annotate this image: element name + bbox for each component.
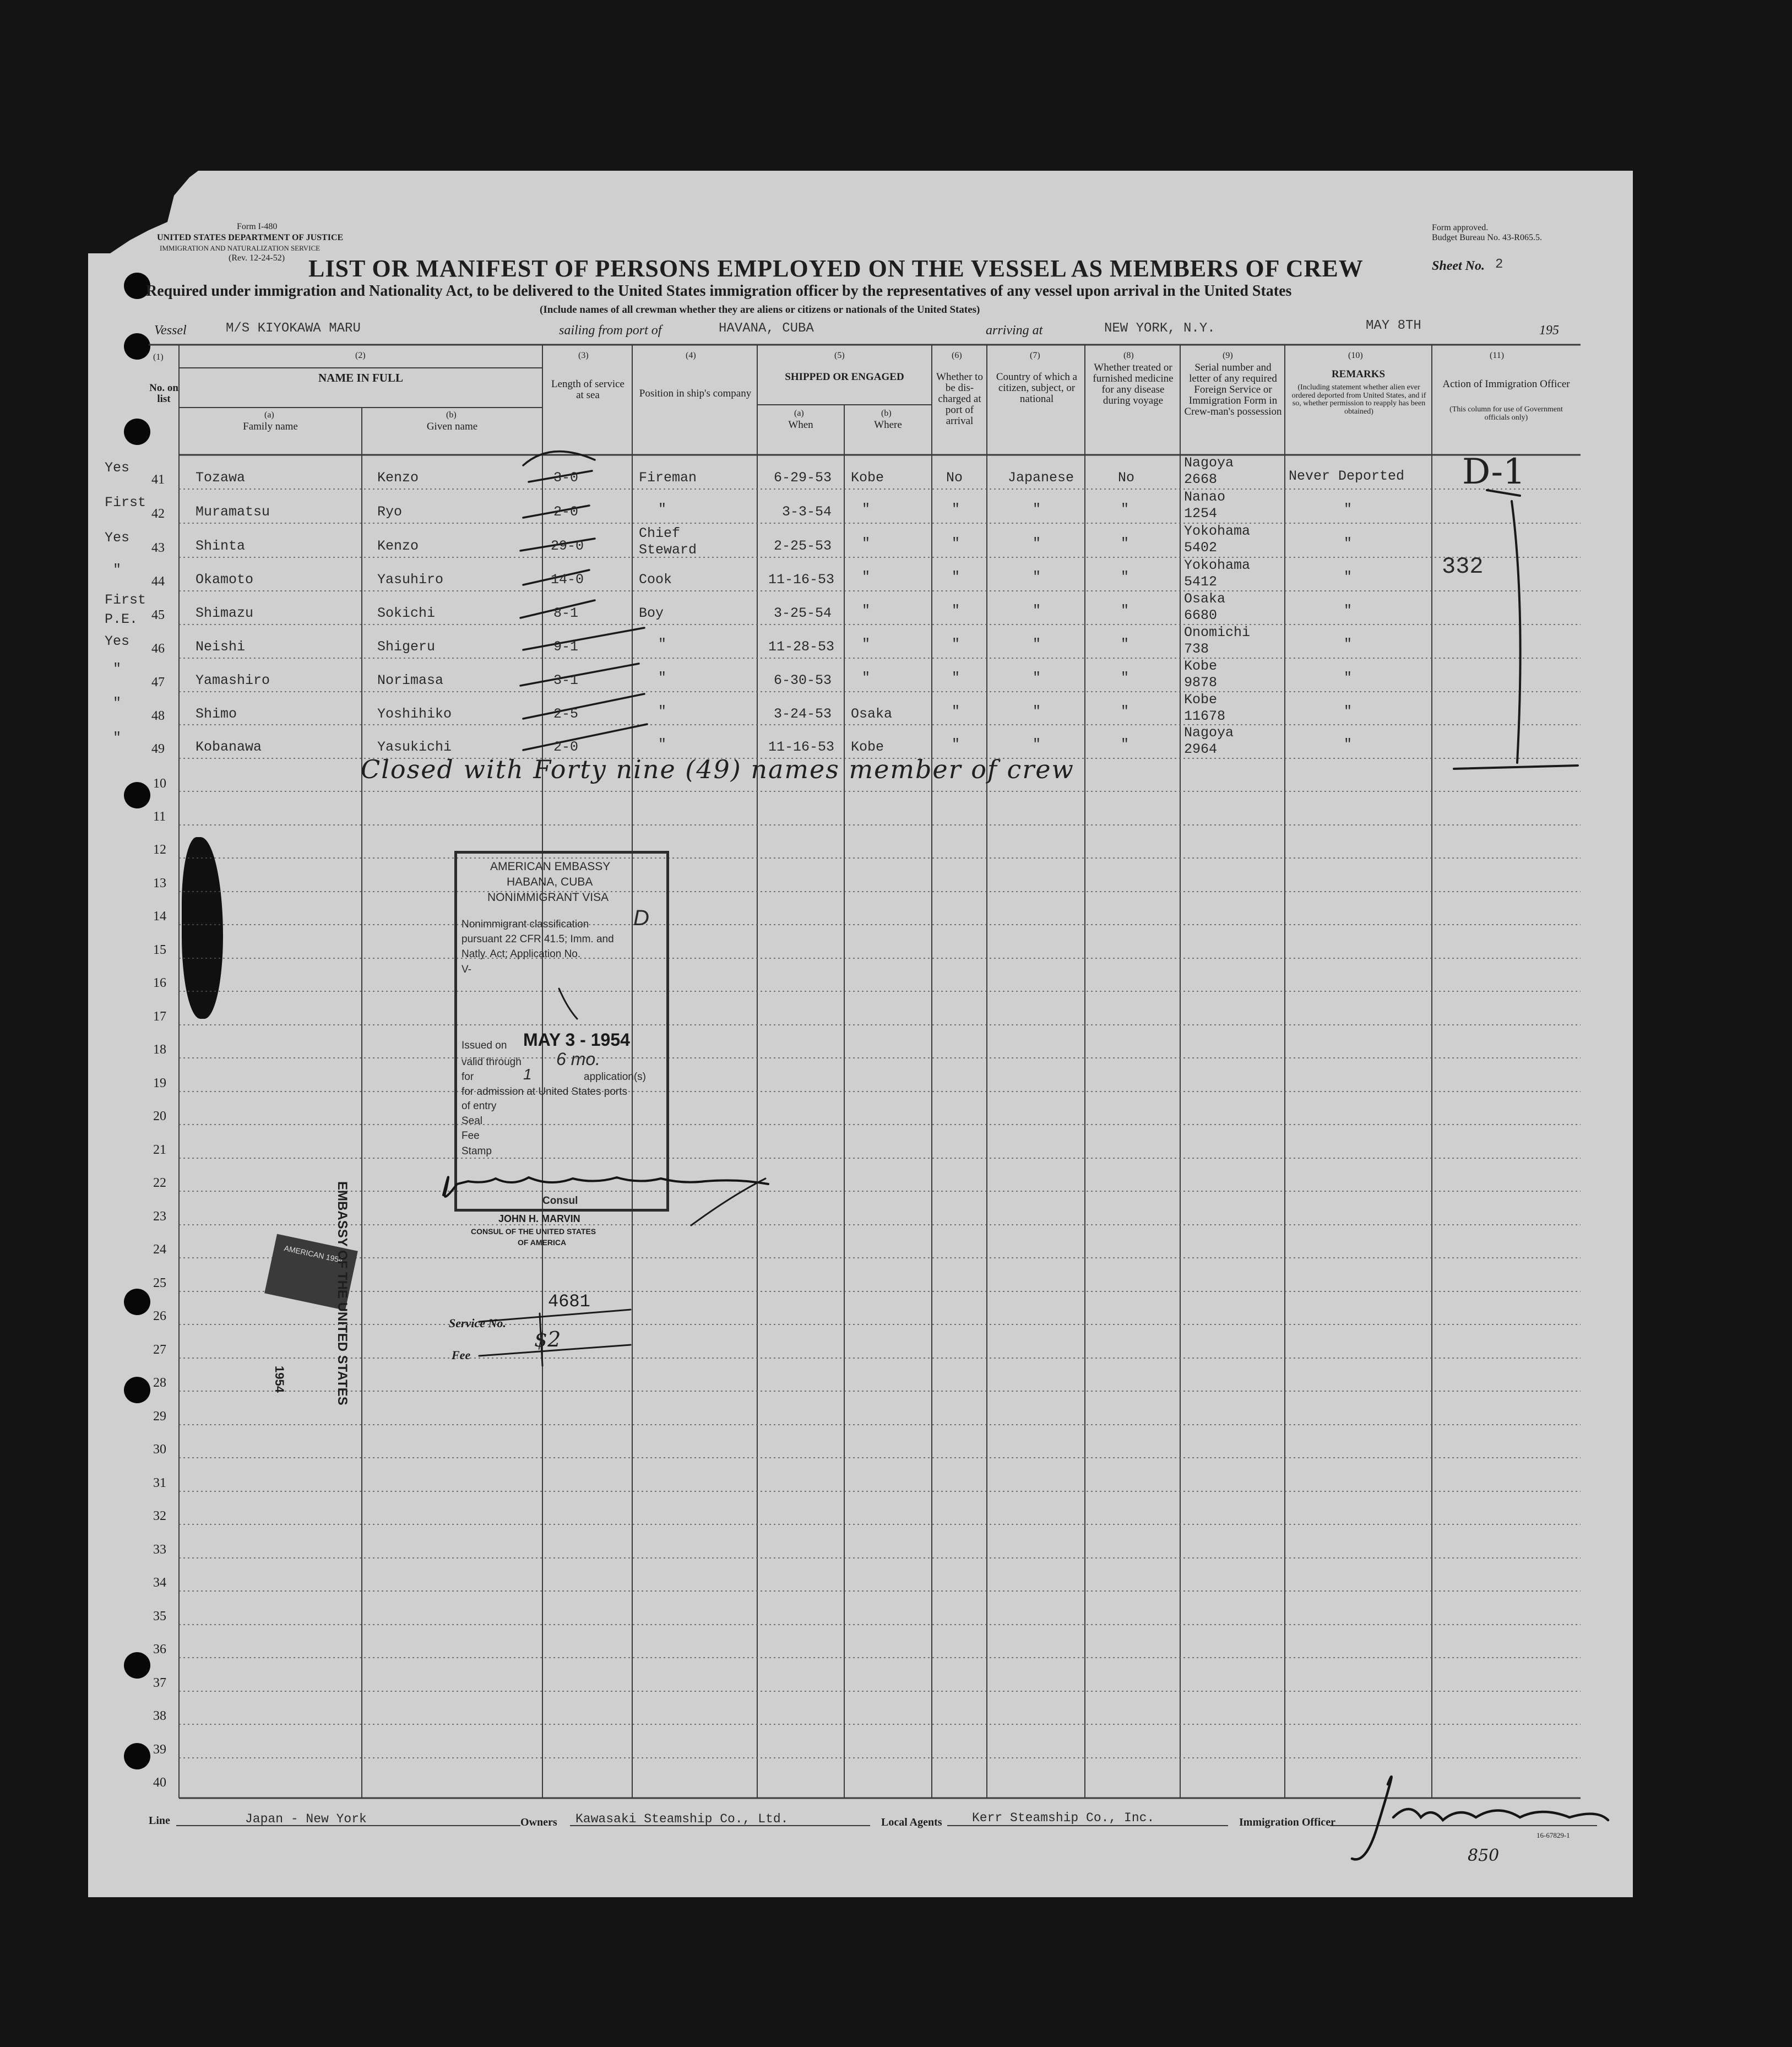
treated: " bbox=[1121, 569, 1129, 585]
subtitle: Required under immigration and Nationality Act, to be delivered to the United States immigration officer by the representatives of any vessel upon arrival in the United States bbox=[146, 283, 1292, 300]
consul-name: JOHN H. MARVIN bbox=[498, 1213, 580, 1224]
sheet-label: Sheet No. bbox=[1432, 259, 1485, 273]
serial-number: 6680 bbox=[1184, 607, 1218, 623]
row-number: 47 bbox=[151, 675, 165, 689]
length-of-service: 3-1 bbox=[553, 672, 579, 688]
serial-number: 5412 bbox=[1184, 574, 1218, 590]
treated: " bbox=[1121, 703, 1129, 719]
remarks: " bbox=[1344, 501, 1353, 517]
col-7-number: (7) bbox=[1030, 351, 1040, 360]
given-name: Kenzo bbox=[377, 470, 419, 486]
serial-city: Nagoya bbox=[1184, 725, 1234, 741]
remarks: " bbox=[1344, 736, 1353, 752]
row-number: 45 bbox=[151, 608, 165, 622]
country-header: Country of which a citizen, subject, or national bbox=[996, 371, 1078, 405]
remarks: Never Deported bbox=[1289, 468, 1405, 484]
action-mark: D-1 bbox=[1462, 452, 1525, 492]
serial-city: Nagoya bbox=[1184, 455, 1234, 471]
family-name: Neishi bbox=[196, 639, 246, 655]
row-number: 34 bbox=[153, 1576, 166, 1590]
stamp-admission: for admission at United States ports bbox=[461, 1086, 627, 1098]
row-number: 14 bbox=[153, 909, 166, 924]
shipped-where: Kobe bbox=[851, 739, 884, 755]
family-name: Muramatsu bbox=[196, 504, 270, 520]
position: " bbox=[658, 670, 667, 686]
side-note: First bbox=[105, 495, 146, 511]
discharged: " bbox=[952, 636, 960, 652]
country: Japanese bbox=[1008, 470, 1074, 486]
row-number: 12 bbox=[153, 843, 166, 857]
shipped-when: 3-24-53 bbox=[774, 706, 832, 722]
row-number: 38 bbox=[153, 1709, 166, 1723]
shipped-where: " bbox=[862, 636, 871, 652]
stamp-regulation: pursuant 22 CFR 41.5; Imm. and bbox=[461, 933, 614, 945]
given-name: Ryo bbox=[377, 504, 403, 520]
length-header: Length of service at sea bbox=[551, 378, 625, 401]
row-number: 15 bbox=[153, 943, 166, 957]
remarks: " bbox=[1344, 535, 1353, 551]
stamp-class-mark: D bbox=[633, 906, 649, 930]
given-name: Yasukichi bbox=[377, 739, 452, 755]
side-note: " bbox=[113, 562, 122, 578]
stamp-valid-label: valid through bbox=[461, 1056, 522, 1068]
shipped-where: " bbox=[862, 501, 871, 517]
arrival-date: MAY 8TH bbox=[1366, 318, 1421, 333]
col-9-number: (9) bbox=[1223, 351, 1233, 360]
remarks: " bbox=[1344, 670, 1353, 686]
stamp-fee: Fee bbox=[461, 1130, 480, 1142]
officer-label: Immigration Officer bbox=[1239, 1816, 1335, 1828]
treated: " bbox=[1121, 670, 1129, 686]
owners-label: Owners bbox=[520, 1816, 557, 1828]
given-name: Shigeru bbox=[377, 639, 436, 655]
serial-number: 9878 bbox=[1184, 675, 1218, 691]
side-note: P.E. bbox=[105, 611, 138, 627]
stamp-valid-value: 6 mo. bbox=[556, 1049, 601, 1069]
action-note: (This column for use of Government officials only) bbox=[1449, 405, 1563, 422]
vertical-year: 1954 bbox=[273, 1366, 286, 1393]
country: " bbox=[1033, 535, 1041, 551]
side-note: First bbox=[105, 592, 146, 608]
serial-number: 738 bbox=[1184, 641, 1209, 657]
row-number: 39 bbox=[153, 1742, 166, 1757]
shipped-when: 11-16-53 bbox=[768, 572, 835, 588]
arriving-label: arriving at bbox=[986, 323, 1043, 338]
where-header: Where bbox=[874, 419, 902, 431]
discharged-header: Whether to be dis-charged at port of arrival bbox=[936, 371, 983, 427]
line-value: Japan - New York bbox=[245, 1812, 367, 1826]
action-number: 332 bbox=[1442, 553, 1484, 580]
service-name: IMMIGRATION AND NATURALIZATION SERVICE bbox=[160, 244, 321, 252]
row-number: 42 bbox=[151, 507, 165, 521]
action-header: Action of Immigration Officer bbox=[1442, 378, 1570, 390]
revenue-stamp-text: AMERICAN 1954 bbox=[283, 1244, 344, 1265]
serial-city: Onomichi bbox=[1184, 625, 1251, 640]
row-number: 49 bbox=[151, 742, 165, 756]
country: " bbox=[1033, 670, 1041, 686]
row-number: 17 bbox=[153, 1009, 166, 1024]
vessel-name: M/S KIYOKAWA MARU bbox=[226, 321, 361, 336]
stamp-visa-type: NONIMMIGRANT VISA bbox=[487, 891, 609, 904]
row-number: 11 bbox=[153, 810, 166, 824]
discharged: " bbox=[952, 535, 960, 551]
shipped-when: 11-16-53 bbox=[768, 739, 835, 755]
family-name: Shinta bbox=[196, 538, 246, 554]
stamp-embassy: AMERICAN EMBASSY bbox=[490, 860, 611, 873]
row-number: 35 bbox=[153, 1609, 166, 1624]
side-note: " bbox=[113, 730, 122, 746]
embassy-vertical-stamp: EMBASSY OF THE UNITED STATES bbox=[335, 1181, 350, 1405]
discharged: " bbox=[952, 670, 960, 686]
col-10-number: (10) bbox=[1348, 351, 1363, 360]
row-number: 23 bbox=[153, 1209, 166, 1224]
row-number: 29 bbox=[153, 1409, 166, 1424]
serial-number: 2964 bbox=[1184, 741, 1218, 757]
stamp-issued-label: Issued on bbox=[461, 1040, 507, 1051]
family-name: Shimo bbox=[196, 706, 237, 722]
subtitle-note: (Include names of all crewman whether they are aliens or citizens or nationals of the United States) bbox=[540, 304, 980, 316]
stamp-seal: Seal bbox=[461, 1115, 483, 1127]
fee-label: Fee bbox=[452, 1348, 471, 1362]
position: " bbox=[658, 736, 667, 752]
given-name: Yasuhiro bbox=[377, 572, 444, 588]
row-number: 30 bbox=[153, 1442, 166, 1457]
discharged: " bbox=[952, 569, 960, 585]
row-number: 41 bbox=[151, 473, 165, 487]
shipped-header: SHIPPED OR ENGAGED bbox=[785, 371, 904, 383]
stamp-issued-date: MAY 3 - 1954 bbox=[523, 1030, 630, 1050]
row-number: 37 bbox=[153, 1676, 166, 1690]
arrival-port: NEW YORK, N.Y. bbox=[1104, 321, 1215, 336]
position: " bbox=[658, 636, 667, 652]
consul-title-2: OF AMERICA bbox=[518, 1238, 567, 1247]
no-on-list-header: No. on list bbox=[149, 382, 178, 405]
revision: (Rev. 12-24-52) bbox=[229, 253, 285, 263]
length-of-service: 8-1 bbox=[553, 605, 579, 621]
row-number: 46 bbox=[151, 642, 165, 656]
vessel-label: Vessel bbox=[154, 323, 187, 338]
given-name: Yoshihiko bbox=[377, 706, 452, 722]
serial-city: Nanao bbox=[1184, 489, 1226, 505]
row-number: 32 bbox=[153, 1509, 166, 1523]
treated: " bbox=[1121, 501, 1129, 517]
discharged: " bbox=[952, 501, 960, 517]
row-number: 48 bbox=[151, 709, 165, 723]
side-note: Yes bbox=[105, 460, 130, 476]
country: " bbox=[1033, 569, 1041, 585]
row-number: 36 bbox=[153, 1642, 166, 1657]
form-approved: Form approved. bbox=[1432, 223, 1489, 232]
serial-city: Kobe bbox=[1184, 692, 1218, 708]
serial-city: Kobe bbox=[1184, 658, 1218, 674]
side-note: " bbox=[113, 661, 122, 677]
col-11-number: (11) bbox=[1490, 351, 1505, 360]
col-5-number: (5) bbox=[834, 351, 845, 360]
consul-title: CONSUL OF THE UNITED STATES bbox=[471, 1227, 596, 1236]
form-number: Form I-480 bbox=[237, 222, 278, 231]
remarks-note: (Including statement whether alien ever ordered deported from United States, and if so, whether permission to reapply has been obtained) bbox=[1291, 383, 1426, 416]
col-2-number: (2) bbox=[355, 351, 366, 360]
remarks: " bbox=[1344, 569, 1353, 585]
position: " bbox=[658, 501, 667, 517]
sheet-number: 2 bbox=[1495, 257, 1503, 272]
service-no-label: Service No. bbox=[449, 1316, 506, 1330]
stamp-consul-label: Consul bbox=[542, 1195, 578, 1207]
shipped-where: Kobe bbox=[851, 470, 884, 486]
family-name: Shimazu bbox=[196, 605, 254, 621]
side-note: Yes bbox=[105, 633, 130, 649]
given-name: Kenzo bbox=[377, 538, 419, 554]
corner-note: 850 bbox=[1468, 1846, 1500, 1865]
col-6-number: (6) bbox=[952, 351, 962, 360]
length-of-service: 9-1 bbox=[553, 639, 579, 655]
shipped-where: " bbox=[862, 670, 871, 686]
treated: " bbox=[1121, 602, 1129, 618]
closing-note: Closed with Forty nine (49) names member of crew bbox=[361, 754, 1074, 784]
name-header: NAME IN FULL bbox=[318, 371, 403, 384]
shipped-when: 2-25-53 bbox=[774, 538, 832, 554]
fee-value: $2 bbox=[534, 1327, 561, 1351]
family-name: Tozawa bbox=[196, 470, 246, 486]
serial-city: Yokohama bbox=[1184, 523, 1251, 539]
serial-city: Osaka bbox=[1184, 591, 1226, 607]
treated: " bbox=[1121, 535, 1129, 551]
country: " bbox=[1033, 736, 1041, 752]
position: Boy bbox=[639, 605, 664, 621]
given-name-header: Given name bbox=[426, 421, 478, 432]
row-number: 40 bbox=[153, 1775, 166, 1790]
shipped-where: " bbox=[862, 535, 871, 551]
position-header: Position in ship's company bbox=[639, 388, 752, 399]
row-number: 10 bbox=[153, 777, 166, 791]
year: 195 bbox=[1539, 323, 1559, 338]
department: UNITED STATES DEPARTMENT OF JUSTICE bbox=[157, 233, 344, 242]
serial-number: 5402 bbox=[1184, 540, 1218, 556]
page-title: LIST OR MANIFEST OF PERSONS EMPLOYED ON THE VESSEL AS MEMBERS OF CREW bbox=[308, 255, 1364, 282]
side-note: Yes bbox=[105, 530, 130, 546]
family-name-header: Family name bbox=[243, 421, 298, 432]
row-number: 19 bbox=[153, 1076, 166, 1090]
stamp-for-label: for bbox=[461, 1071, 474, 1083]
country: " bbox=[1033, 602, 1041, 618]
shipped-when: 6-29-53 bbox=[774, 470, 832, 486]
stamp-application: Natly. Act; Application No. bbox=[461, 948, 581, 960]
serial-header: Serial number and letter of any required Foreign Service or Immigration Form in Crew-man's possession bbox=[1184, 362, 1282, 417]
row-number: 28 bbox=[153, 1376, 166, 1390]
shipped-when: 11-28-53 bbox=[768, 639, 835, 655]
col-3-number: (3) bbox=[578, 351, 589, 360]
length-of-service: 29-0 bbox=[551, 538, 584, 554]
length-of-service: 2-0 bbox=[553, 739, 579, 755]
treated: " bbox=[1121, 736, 1129, 752]
given-name: Norimasa bbox=[377, 672, 444, 688]
discharged: " bbox=[952, 703, 960, 719]
col-5a-label: (a) bbox=[794, 409, 804, 418]
given-name: Sokichi bbox=[377, 605, 436, 621]
row-number: 16 bbox=[153, 976, 166, 990]
position: Fireman bbox=[639, 470, 697, 486]
shipped-where: " bbox=[862, 569, 871, 585]
row-number: 27 bbox=[153, 1343, 166, 1357]
agents-value: Kerr Steamship Co., Inc. bbox=[972, 1811, 1155, 1825]
treated: No bbox=[1118, 470, 1135, 486]
row-number: 43 bbox=[151, 541, 165, 555]
line-label: Line bbox=[149, 1815, 170, 1827]
country: " bbox=[1033, 636, 1041, 652]
discharged: " bbox=[952, 602, 960, 618]
col-5b-label: (b) bbox=[881, 409, 892, 418]
serial-number: 11678 bbox=[1184, 708, 1226, 724]
stamp-applications: application(s) bbox=[584, 1071, 646, 1083]
print-code: 16-67829-1 bbox=[1536, 1831, 1570, 1839]
treated-header: Whether treated or furnished medicine for any disease during voyage bbox=[1093, 362, 1174, 406]
row-number: 33 bbox=[153, 1543, 166, 1557]
col-1-number: (1) bbox=[153, 352, 164, 362]
remarks: " bbox=[1344, 636, 1353, 652]
stamp-stamp: Stamp bbox=[461, 1145, 492, 1157]
budget-bureau: Budget Bureau No. 43-R065.5. bbox=[1432, 233, 1542, 242]
row-number: 25 bbox=[153, 1276, 166, 1290]
remarks: " bbox=[1344, 602, 1353, 618]
service-no: 4681 bbox=[548, 1291, 590, 1312]
length-of-service: 2-5 bbox=[553, 706, 579, 722]
row-number: 26 bbox=[153, 1309, 166, 1323]
row-number: 31 bbox=[153, 1476, 166, 1490]
serial-number: 1254 bbox=[1184, 506, 1218, 522]
position: Chief Steward bbox=[639, 525, 697, 558]
family-name: Kobanawa bbox=[196, 739, 262, 755]
row-number: 44 bbox=[151, 574, 165, 589]
country: " bbox=[1033, 703, 1041, 719]
stamp-classification: Nonimmigrant classification bbox=[461, 919, 589, 930]
when-header: When bbox=[788, 419, 813, 431]
shipped-when: 6-30-53 bbox=[774, 672, 832, 688]
row-number: 20 bbox=[153, 1109, 166, 1123]
sailing-label: sailing from port of bbox=[559, 323, 662, 338]
row-number: 13 bbox=[153, 876, 166, 891]
row-number: 21 bbox=[153, 1143, 166, 1157]
row-number: 24 bbox=[153, 1242, 166, 1257]
shipped-when: 3-25-54 bbox=[774, 605, 832, 621]
serial-city: Yokohama bbox=[1184, 557, 1251, 573]
remarks: " bbox=[1344, 703, 1353, 719]
col-8-number: (8) bbox=[1123, 351, 1134, 360]
owners-value: Kawasaki Steamship Co., Ltd. bbox=[575, 1812, 789, 1826]
col-2a-label: (a) bbox=[264, 410, 274, 420]
stamp-v: V- bbox=[461, 964, 471, 975]
col-4-number: (4) bbox=[686, 351, 696, 360]
stamp-city: HABANA, CUBA bbox=[507, 876, 593, 888]
stamp-for-value: 1 bbox=[523, 1066, 532, 1083]
serial-number: 2668 bbox=[1184, 471, 1218, 487]
length-of-service: 14-0 bbox=[551, 572, 584, 588]
length-of-service: 2-0 bbox=[553, 504, 579, 520]
departure-port: HAVANA, CUBA bbox=[719, 321, 814, 336]
shipped-where: " bbox=[862, 602, 871, 618]
row-number: 22 bbox=[153, 1176, 166, 1190]
family-name: Okamoto bbox=[196, 572, 254, 588]
remarks-header: REMARKS bbox=[1331, 368, 1386, 380]
position: " bbox=[658, 703, 667, 719]
length-of-service: 3-0 bbox=[553, 470, 579, 486]
agents-label: Local Agents bbox=[881, 1816, 942, 1828]
col-2b-label: (b) bbox=[446, 410, 457, 420]
discharged: " bbox=[952, 736, 960, 752]
family-name: Yamashiro bbox=[196, 672, 270, 688]
position: Cook bbox=[639, 572, 672, 588]
row-number: 18 bbox=[153, 1042, 166, 1057]
discharged: No bbox=[946, 470, 963, 486]
shipped-when: 3-3-54 bbox=[782, 504, 832, 520]
shipped-where: Osaka bbox=[851, 706, 893, 722]
stamp-entry: of entry bbox=[461, 1100, 497, 1112]
country: " bbox=[1033, 501, 1041, 517]
treated: " bbox=[1121, 636, 1129, 652]
side-note: " bbox=[113, 695, 122, 711]
